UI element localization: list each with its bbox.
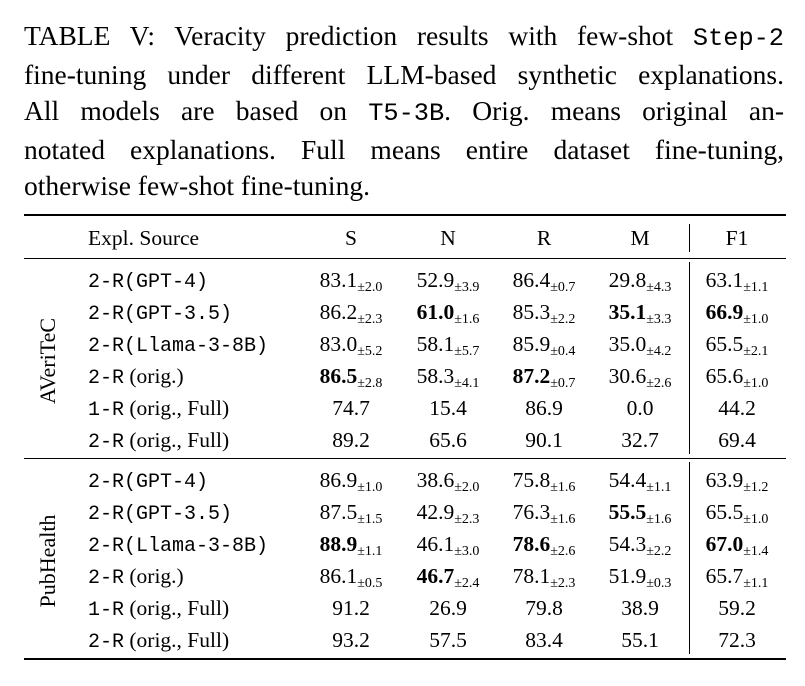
cell-std: ±2.8	[357, 376, 383, 391]
cell-std: ±3.3	[646, 312, 672, 327]
cell-value: 54.4	[608, 468, 647, 492]
cell-std: ±1.1	[646, 480, 672, 495]
cell-value: 55.5	[608, 500, 647, 524]
table-cell	[718, 595, 756, 621]
expl-source-model: (orig., Full)	[124, 396, 230, 420]
cell-value: 78.1	[512, 564, 551, 588]
table-cell	[513, 499, 576, 533]
table-cell	[320, 563, 383, 597]
expl-source-cell	[88, 627, 229, 656]
table-cell	[417, 299, 480, 333]
cell-std: ±1.0	[357, 480, 383, 495]
expl-source-prefix: 2-R	[88, 431, 125, 454]
cell-std: ±1.6	[550, 512, 576, 527]
cell-std: ±4.2	[646, 344, 672, 359]
table-cell	[706, 531, 769, 565]
cell-std: ±1.6	[646, 512, 672, 527]
cell-value: 29.8	[608, 268, 647, 292]
cell-std: ±1.4	[743, 544, 769, 559]
caption-line-3: All models are based on T5-3B. Orig. means original an-	[24, 95, 785, 128]
table-cell	[429, 395, 467, 421]
table-cell	[627, 395, 654, 421]
expl-source-prefix: 2-R	[88, 567, 125, 590]
table-cell	[417, 467, 480, 501]
caption-code-step2: Step-2	[692, 24, 784, 53]
cell-value: 58.1	[416, 332, 455, 356]
cell-value: 88.9	[319, 532, 358, 556]
cell-std: ±4.3	[646, 280, 672, 295]
cell-value: 85.9	[512, 332, 551, 356]
expl-source-cell	[88, 331, 268, 360]
cell-value: 83.4	[525, 628, 563, 652]
table-cell	[718, 627, 756, 653]
cell-value: 75.8	[512, 468, 551, 492]
cell-value: 46.1	[416, 532, 455, 556]
table-cell	[332, 595, 370, 621]
cell-value: 44.2	[718, 396, 756, 420]
cell-std: ±2.3	[357, 312, 383, 327]
table-cell	[513, 299, 576, 333]
group-label: PubHealth	[35, 514, 60, 608]
cell-std: ±1.1	[357, 544, 383, 559]
table-cell	[417, 267, 480, 301]
cell-value: 90.1	[525, 428, 563, 452]
expl-source-model: (Llama-3-8B)	[124, 535, 269, 558]
expl-source-prefix: 2-R	[88, 471, 125, 494]
cell-value: 54.3	[608, 532, 647, 556]
table-cell	[706, 299, 769, 333]
cell-value: 57.5	[429, 628, 467, 652]
expl-source-cell	[88, 267, 208, 296]
cell-value: 87.2	[512, 364, 551, 388]
table-cell	[513, 363, 576, 397]
cell-std: ±1.2	[743, 480, 769, 495]
expl-source-model: (GPT-4)	[124, 271, 209, 294]
expl-source-prefix: 2-R	[88, 271, 125, 294]
table-cell	[332, 627, 370, 653]
cell-std: ±3.9	[454, 280, 480, 295]
header-m: M	[630, 226, 650, 250]
cell-value: 86.9	[525, 396, 563, 420]
expl-source-model: (GPT-4)	[124, 471, 209, 494]
cell-value: 59.2	[718, 596, 756, 620]
table-f1-separator	[689, 224, 690, 252]
table-cell	[621, 427, 659, 453]
cell-value: 35.1	[608, 300, 647, 324]
expl-source-prefix: 2-R	[88, 503, 125, 526]
cell-std: ±2.2	[646, 544, 672, 559]
cell-value: 67.0	[705, 532, 744, 556]
table-cell	[525, 627, 563, 653]
table-f1-separator	[689, 462, 690, 654]
cell-value: 87.5	[319, 500, 358, 524]
expl-source-cell	[88, 395, 229, 424]
table-cell	[332, 427, 370, 453]
table-cell	[513, 563, 576, 597]
cell-value: 86.4	[512, 268, 551, 292]
cell-value: 46.7	[416, 564, 455, 588]
cell-std: ±1.0	[743, 376, 769, 391]
cell-std: ±2.3	[454, 512, 480, 527]
header-r: R	[536, 226, 552, 250]
cell-std: ±1.5	[357, 512, 383, 527]
table-cell	[609, 499, 672, 533]
cell-value: 86.1	[319, 564, 358, 588]
table-cell	[429, 627, 467, 653]
table-cell	[417, 563, 480, 597]
cell-std: ±1.6	[550, 480, 576, 495]
cell-value: 86.9	[319, 468, 358, 492]
cell-std: ±0.4	[550, 344, 576, 359]
cell-value: 65.5	[705, 332, 744, 356]
cell-std: ±2.2	[550, 312, 576, 327]
table-cell	[706, 563, 769, 597]
cell-std: ±3.0	[454, 544, 480, 559]
cell-std: ±1.0	[743, 512, 769, 527]
table-cell	[609, 363, 672, 397]
cell-value: 51.9	[608, 564, 647, 588]
caption-code-t5: T5-3B	[368, 99, 445, 128]
expl-source-model: (Llama-3-8B)	[124, 335, 269, 358]
cell-std: ±2.0	[357, 280, 383, 295]
cell-value: 93.2	[332, 628, 370, 652]
table-cell	[609, 467, 672, 501]
table-header-rule	[24, 258, 786, 259]
cell-std: ±5.2	[357, 344, 383, 359]
cell-value: 35.0	[608, 332, 647, 356]
table-cell	[525, 427, 563, 453]
expl-source-model: (orig., Full)	[124, 596, 230, 620]
table-cell	[609, 331, 672, 365]
cell-std: ±4.1	[454, 376, 480, 391]
expl-source-prefix: 2-R	[88, 303, 125, 326]
expl-source-prefix: 2-R	[88, 335, 125, 358]
table-cell	[417, 531, 480, 565]
table-cell	[320, 267, 383, 301]
table-cell	[332, 395, 370, 421]
expl-source-model: (orig.)	[124, 564, 184, 588]
table-cell	[706, 331, 769, 365]
caption-line-2: fine-tuning under different LLM-based synthetic explanations.	[24, 59, 784, 90]
cell-std: ±2.6	[550, 544, 576, 559]
expl-source-cell	[88, 427, 229, 456]
cell-value: 26.9	[429, 596, 467, 620]
cell-std: ±2.3	[550, 576, 576, 591]
expl-source-model: (orig.)	[124, 364, 184, 388]
table-cell	[706, 363, 769, 397]
cell-value: 65.6	[429, 428, 467, 452]
table-cell	[320, 531, 383, 565]
expl-source-cell	[88, 531, 268, 560]
table-cell	[621, 627, 659, 653]
cell-value: 86.2	[319, 300, 358, 324]
table-cell	[320, 467, 383, 501]
cell-value: 74.7	[332, 396, 370, 420]
expl-source-cell	[88, 299, 232, 328]
expl-source-prefix: 2-R	[88, 535, 125, 558]
expl-source-model: (orig., Full)	[124, 428, 230, 452]
cell-std: ±5.7	[454, 344, 480, 359]
caption-label: TABLE V:	[24, 20, 156, 51]
table-group-rule	[24, 458, 786, 459]
cell-value: 42.9	[416, 500, 455, 524]
table-bottom-rule	[24, 658, 786, 660]
cell-std: ±2.6	[646, 376, 672, 391]
expl-source-prefix: 1-R	[88, 599, 125, 622]
cell-value: 65.6	[705, 364, 744, 388]
header-f1: F1	[725, 226, 749, 250]
header-n: N	[440, 226, 456, 250]
expl-source-model: (GPT-3.5)	[124, 503, 233, 526]
cell-std: ±2.4	[454, 576, 480, 591]
cell-std: ±1.1	[743, 280, 769, 295]
cell-value: 76.3	[512, 500, 551, 524]
cell-std: ±0.3	[646, 576, 672, 591]
table-cell	[320, 363, 383, 397]
cell-value: 63.9	[705, 468, 744, 492]
table-cell	[320, 499, 383, 533]
cell-value: 65.5	[705, 500, 744, 524]
cell-value: 85.3	[512, 300, 551, 324]
header-expl-source: Expl. Source	[88, 226, 200, 250]
group-label: AVeriTeC	[35, 317, 60, 405]
cell-value: 55.1	[621, 628, 659, 652]
table-cell	[621, 595, 659, 621]
table-cell	[718, 427, 756, 453]
table-cell	[609, 267, 672, 301]
table-f1-separator	[689, 262, 690, 454]
table-top-rule	[24, 214, 786, 216]
table-cell	[320, 331, 383, 365]
cell-value: 86.5	[319, 364, 358, 388]
table-cell	[525, 595, 563, 621]
expl-source-prefix: 1-R	[88, 399, 125, 422]
expl-source-prefix: 2-R	[88, 367, 125, 390]
cell-value: 58.3	[416, 364, 455, 388]
table-cell	[513, 531, 576, 565]
cell-value: 32.7	[621, 428, 659, 452]
cell-value: 83.0	[319, 332, 358, 356]
expl-source-cell	[88, 363, 184, 392]
cell-value: 65.7	[705, 564, 744, 588]
table-caption	[24, 18, 784, 204]
table-cell	[320, 299, 383, 333]
cell-value: 66.9	[705, 300, 744, 324]
table-cell	[706, 467, 769, 501]
cell-value: 91.2	[332, 596, 370, 620]
expl-source-prefix: 2-R	[88, 631, 125, 654]
cell-value: 61.0	[416, 300, 455, 324]
table-cell	[417, 499, 480, 533]
expl-source-model: (orig., Full)	[124, 628, 230, 652]
cell-value: 69.4	[718, 428, 756, 452]
cell-std: ±2.1	[743, 344, 769, 359]
table-cell	[429, 595, 467, 621]
caption-line-1: TABLE V: Veracity prediction results with few-shot Step-2	[24, 20, 784, 53]
cell-std: ±0.5	[357, 576, 383, 591]
cell-value: 89.2	[332, 428, 370, 452]
table-cell	[609, 563, 672, 597]
cell-value: 0.0	[626, 396, 654, 420]
table-cell	[513, 467, 576, 501]
cell-std: ±1.0	[743, 312, 769, 327]
expl-source-cell	[88, 595, 229, 624]
table-cell	[417, 363, 480, 397]
expl-source-cell	[88, 499, 232, 528]
table-cell	[429, 427, 467, 453]
table-cell	[609, 531, 672, 565]
cell-std: ±1.1	[743, 576, 769, 591]
caption-line-5: otherwise few-shot fine-tuning.	[24, 170, 370, 201]
table-cell	[706, 267, 769, 301]
table-cell	[609, 299, 672, 333]
cell-value: 63.1	[705, 268, 744, 292]
caption-line-4: notated explanations. Full means entire dataset fine-tuning,	[24, 134, 784, 165]
cell-std: ±0.7	[550, 376, 576, 391]
table-cell	[525, 395, 563, 421]
cell-std: ±1.6	[454, 312, 480, 327]
cell-std: ±0.7	[550, 280, 576, 295]
cell-value: 30.6	[608, 364, 647, 388]
cell-value: 38.9	[621, 596, 659, 620]
table-cell	[513, 267, 576, 301]
expl-source-cell	[88, 563, 184, 592]
table-cell	[513, 331, 576, 365]
cell-std: ±2.0	[454, 480, 480, 495]
table-cell	[718, 395, 756, 421]
cell-value: 52.9	[416, 268, 455, 292]
cell-value: 72.3	[718, 628, 756, 652]
cell-value: 78.6	[512, 532, 551, 556]
header-s: S	[345, 226, 357, 250]
expl-source-model: (GPT-3.5)	[124, 303, 233, 326]
cell-value: 83.1	[319, 268, 358, 292]
table-cell	[417, 331, 480, 365]
table-cell	[706, 499, 769, 533]
expl-source-cell	[88, 467, 208, 496]
cell-value: 79.8	[525, 596, 563, 620]
cell-value: 38.6	[416, 468, 455, 492]
cell-value: 15.4	[429, 396, 467, 420]
